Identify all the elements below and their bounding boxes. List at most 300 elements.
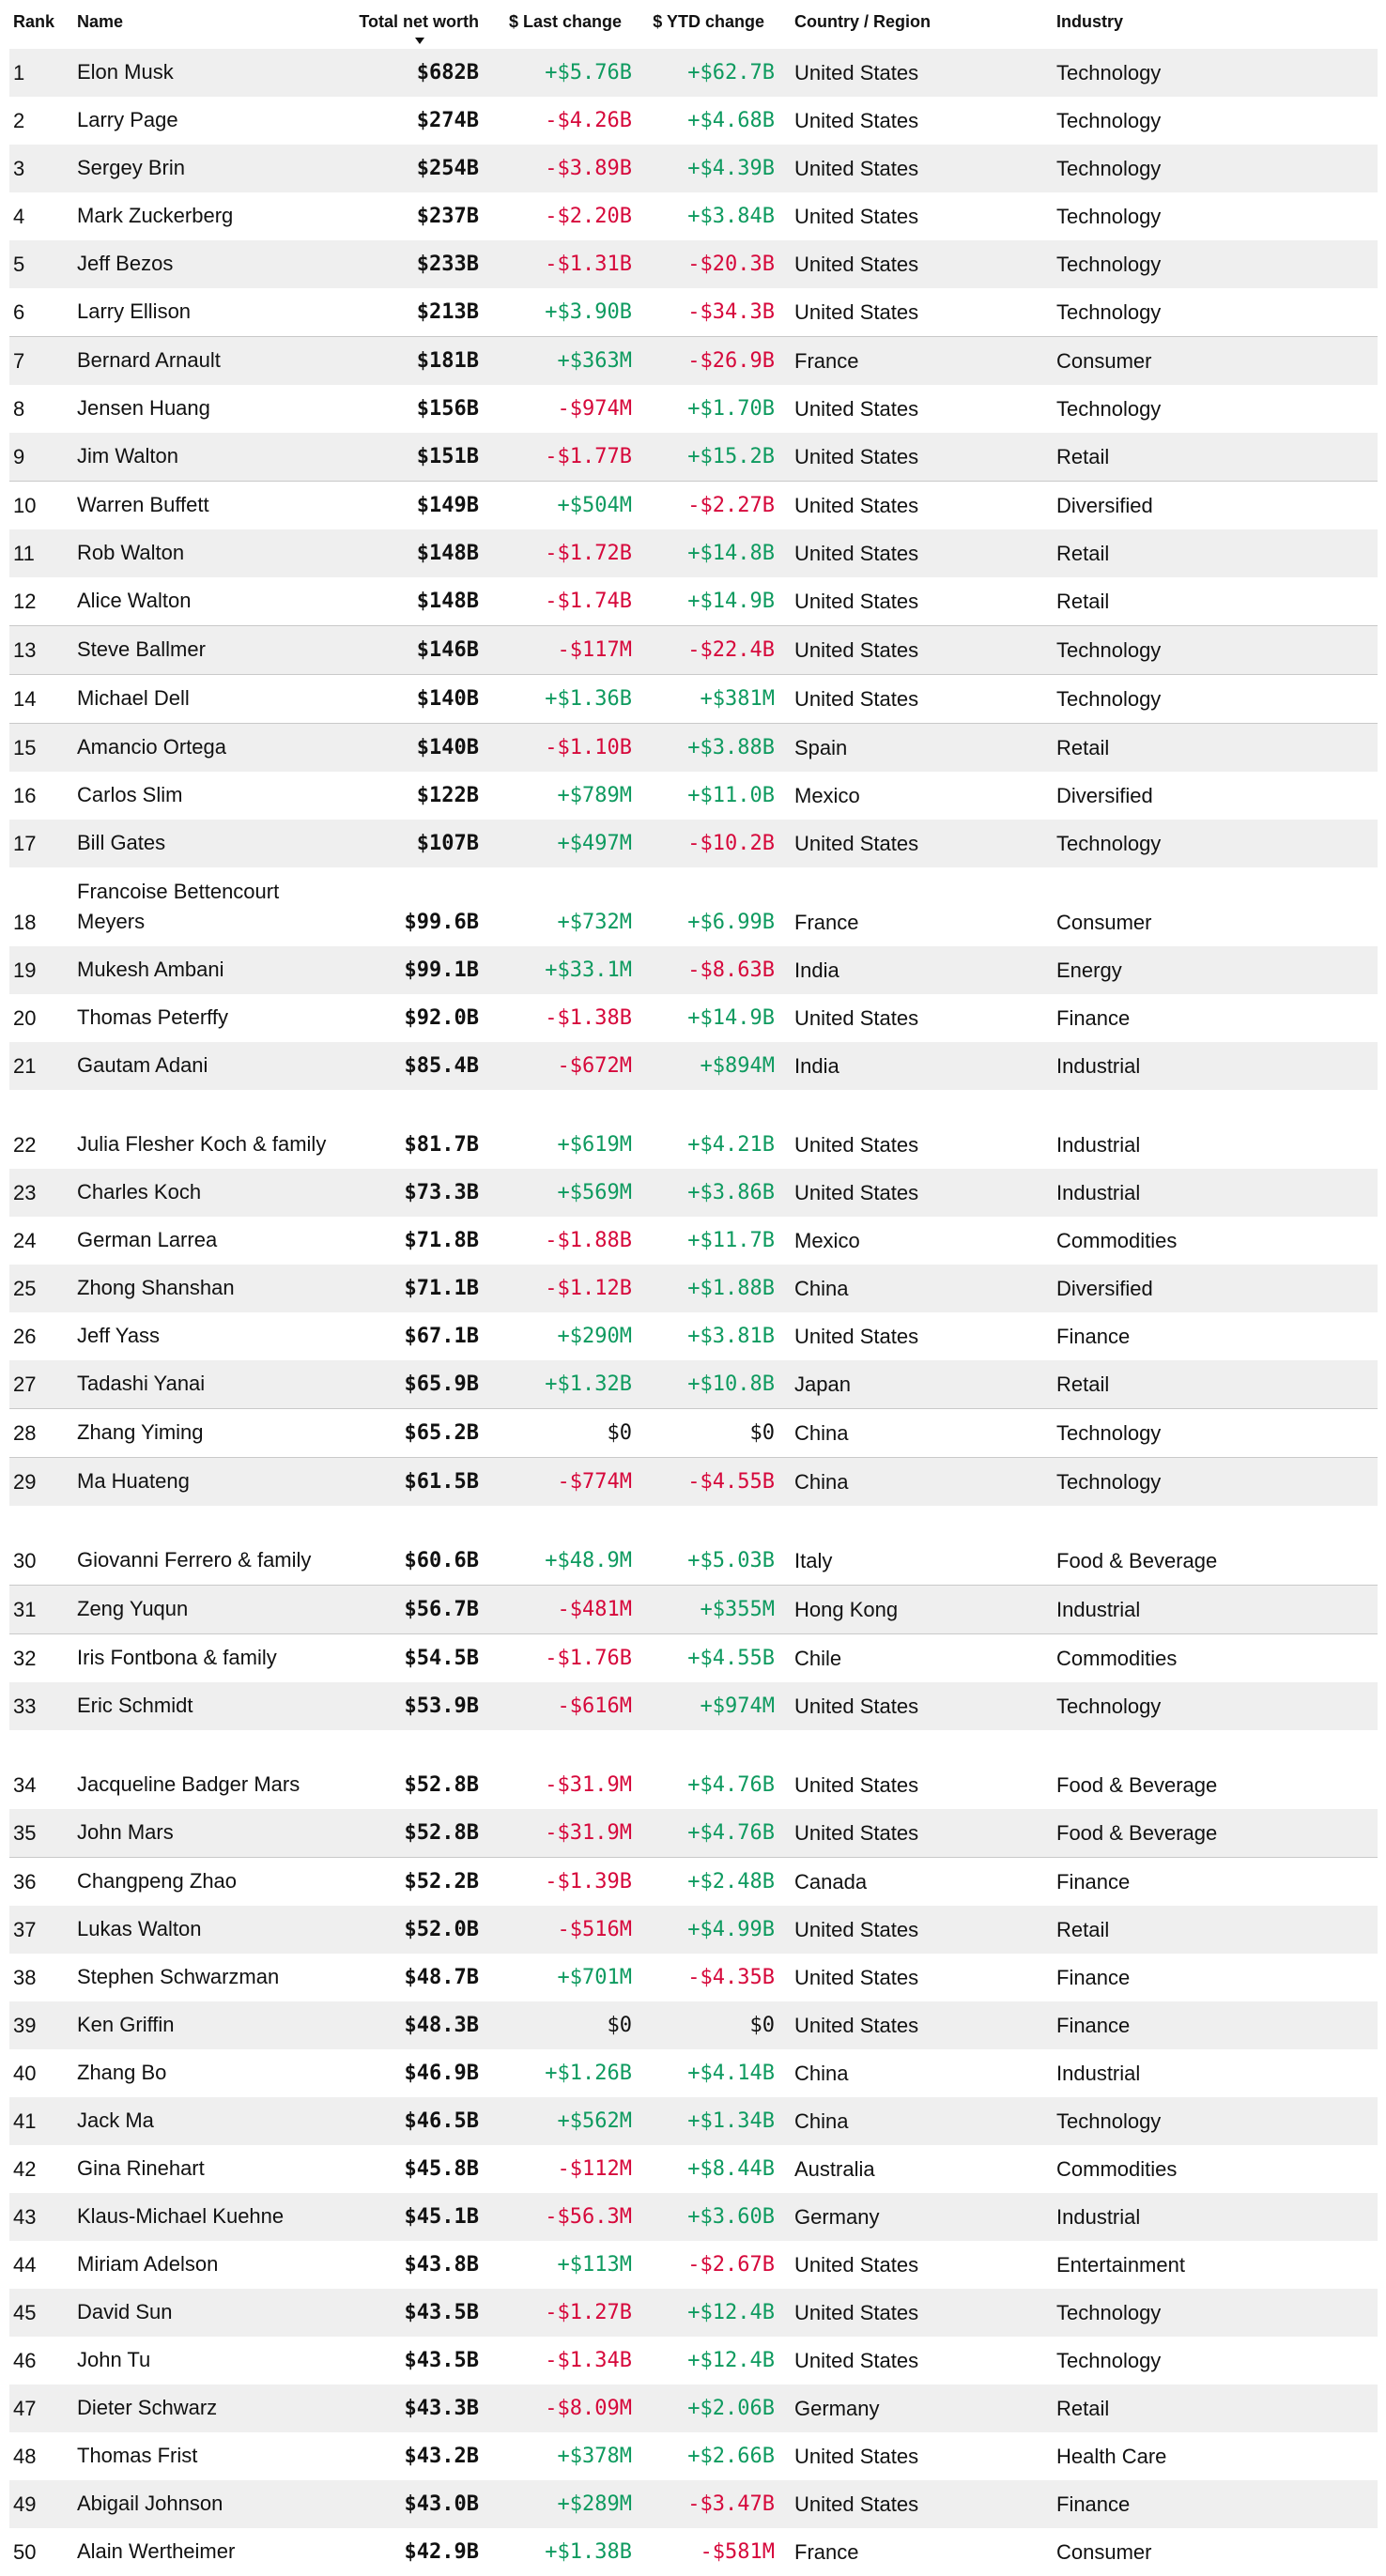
last-change-cell: -$974M xyxy=(557,397,632,421)
table-row[interactable] xyxy=(9,1954,1378,2001)
industry-cell: Retail xyxy=(1056,1918,1110,1941)
last-change-cell: -$2.20B xyxy=(545,205,632,228)
last-change-cell: -$1.76B xyxy=(545,1647,632,1670)
name-cell[interactable]: German Larrea xyxy=(77,1228,218,1251)
sort-descending-icon[interactable] xyxy=(415,38,424,44)
country-cell: United States xyxy=(794,1694,919,1718)
table-header xyxy=(0,0,1386,49)
industry-cell: Technology xyxy=(1056,638,1162,662)
name-cell[interactable]: Changpeng Zhao xyxy=(77,1869,238,1893)
ytd-change-cell: +$12.4B xyxy=(687,2349,775,2372)
country-cell: United States xyxy=(794,1966,919,1989)
country-cell: Hong Kong xyxy=(794,1598,899,1621)
rank-cell: 30 xyxy=(13,1549,37,1572)
industry-cell: Industrial xyxy=(1056,1181,1141,1204)
table-row[interactable] xyxy=(9,772,1378,820)
rank-cell: 44 xyxy=(13,2253,37,2277)
ytd-change-cell: +$355M xyxy=(700,1598,775,1621)
country-cell: United States xyxy=(794,397,919,421)
last-change-cell: -$516M xyxy=(557,1918,632,1941)
industry-cell: Industrial xyxy=(1056,2205,1141,2229)
last-change-cell: -$1.27B xyxy=(545,2301,632,2324)
industry-cell: Retail xyxy=(1056,1372,1110,1396)
rank-cell: 11 xyxy=(13,542,35,565)
name-cell[interactable]: Jeff Yass xyxy=(77,1324,161,1347)
name-cell[interactable]: Lukas Walton xyxy=(77,1917,202,1940)
table-row[interactable] xyxy=(9,723,1378,772)
rank-cell: 8 xyxy=(13,397,25,421)
country-cell: France xyxy=(794,911,859,934)
country-cell: United States xyxy=(794,542,919,565)
table-row[interactable] xyxy=(9,2097,1378,2145)
net-worth-cell: $71.8B xyxy=(404,1229,479,1252)
last-change-cell: +$732M xyxy=(557,911,632,934)
name-cell[interactable]: Francoise Bettencourt Meyers xyxy=(77,880,280,933)
industry-cell: Technology xyxy=(1056,1694,1162,1718)
industry-cell: Finance xyxy=(1056,1870,1131,1894)
net-worth-cell: $67.1B xyxy=(404,1325,479,1348)
table-row[interactable] xyxy=(9,1169,1378,1217)
ytd-change-cell: +$4.76B xyxy=(687,1773,775,1797)
industry-cell: Technology xyxy=(1056,109,1162,132)
name-cell[interactable]: Amancio Ortega xyxy=(77,735,226,759)
industry-cell: Technology xyxy=(1056,1470,1162,1494)
industry-cell: Energy xyxy=(1056,958,1122,982)
table-row[interactable] xyxy=(9,820,1378,867)
table-row[interactable] xyxy=(9,2193,1378,2241)
industry-cell: Retail xyxy=(1056,736,1110,759)
last-change-cell: -$1.31B xyxy=(545,253,632,276)
net-worth-cell: $61.5B xyxy=(404,1470,479,1494)
industry-cell: Industrial xyxy=(1056,1598,1141,1621)
industry-cell: Diversified xyxy=(1056,784,1153,807)
table-row[interactable] xyxy=(9,2289,1378,2337)
rank-cell: 24 xyxy=(13,1229,37,1252)
last-change-cell: +$497M xyxy=(557,832,632,855)
name-cell[interactable]: Abigail Johnson xyxy=(77,2492,223,2515)
table-row[interactable] xyxy=(9,336,1378,385)
last-change-cell: +$562M xyxy=(557,2109,632,2133)
last-change-cell: +$1.38B xyxy=(545,2540,632,2564)
country-cell: China xyxy=(794,2062,849,2085)
name-cell[interactable]: Charles Koch xyxy=(77,1180,202,1204)
net-worth-cell: $53.9B xyxy=(404,1694,479,1718)
table-row[interactable] xyxy=(9,2337,1378,2384)
table-row[interactable] xyxy=(9,2384,1378,2432)
net-worth-cell: $43.3B xyxy=(404,2397,479,2420)
last-change-cell: +$701M xyxy=(557,1966,632,1989)
last-change-cell: -$1.72B xyxy=(545,542,632,565)
name-cell[interactable]: Julia Flesher Koch & family xyxy=(77,1132,327,1156)
industry-cell: Technology xyxy=(1056,2349,1162,2372)
country-cell: India xyxy=(794,958,839,982)
last-change-cell: -$1.39B xyxy=(545,1870,632,1894)
last-change-cell: -$3.89B xyxy=(545,157,632,180)
name-cell[interactable]: Ken Griffin xyxy=(77,2013,175,2036)
rank-cell: 14 xyxy=(13,687,37,711)
country-cell: United States xyxy=(794,61,919,84)
country-cell: China xyxy=(794,2109,849,2133)
table-row[interactable] xyxy=(9,2001,1378,2049)
table-row[interactable] xyxy=(9,1633,1378,1682)
country-cell: Mexico xyxy=(794,784,860,807)
name-cell[interactable]: Thomas Frist xyxy=(77,2444,198,2467)
country-cell: United States xyxy=(794,494,919,517)
name-cell[interactable]: Jacqueline Badger Mars xyxy=(77,1772,300,1796)
ytd-change-cell: -$581M xyxy=(700,2540,775,2564)
table-row[interactable] xyxy=(9,97,1378,145)
table-row[interactable] xyxy=(9,1312,1378,1360)
table-row[interactable] xyxy=(9,994,1378,1042)
column-header-rank[interactable]: Rank xyxy=(13,12,55,31)
ytd-change-cell: -$2.67B xyxy=(687,2253,775,2277)
name-cell[interactable]: Michael Dell xyxy=(77,686,190,710)
net-worth-cell: $140B xyxy=(416,687,479,711)
table-row[interactable] xyxy=(9,1585,1378,1633)
net-worth-cell: $52.0B xyxy=(404,1918,479,1941)
rank-cell: 32 xyxy=(13,1647,37,1670)
name-cell[interactable]: Zeng Yuqun xyxy=(77,1597,189,1620)
country-cell: United States xyxy=(794,832,919,855)
ytd-change-cell: -$10.2B xyxy=(687,832,775,855)
country-cell: United States xyxy=(794,1773,919,1797)
last-change-cell: -$31.9M xyxy=(545,1773,632,1797)
rank-cell: 3 xyxy=(13,157,25,180)
name-cell[interactable]: Sergey Brin xyxy=(77,156,185,179)
last-change-cell: +$289M xyxy=(557,2492,632,2516)
rank-cell: 50 xyxy=(13,2540,37,2564)
last-change-cell: -$117M xyxy=(557,638,632,662)
name-cell[interactable]: Dieter Schwarz xyxy=(77,2396,218,2419)
name-cell[interactable]: Zhang Bo xyxy=(77,2061,167,2084)
table-row[interactable] xyxy=(9,529,1378,577)
table-row[interactable] xyxy=(9,481,1378,529)
table-row[interactable] xyxy=(9,1360,1378,1408)
net-worth-cell: $140B xyxy=(416,736,479,759)
net-worth-cell: $43.5B xyxy=(404,2349,479,2372)
ytd-change-cell: +$3.86B xyxy=(687,1181,775,1204)
country-cell: United States xyxy=(794,205,919,228)
table-row[interactable] xyxy=(9,1042,1378,1090)
rank-cell: 27 xyxy=(13,1372,37,1396)
table-row[interactable] xyxy=(9,2480,1378,2528)
ytd-change-cell: +$3.88B xyxy=(687,736,775,759)
rank-cell: 39 xyxy=(13,2014,37,2037)
ytd-change-cell: +$14.9B xyxy=(687,1006,775,1030)
last-change-cell: -$1.77B xyxy=(545,445,632,468)
ytd-change-cell: -$4.55B xyxy=(687,1470,775,1494)
net-worth-cell: $65.2B xyxy=(404,1421,479,1445)
net-worth-cell: $65.9B xyxy=(404,1372,479,1396)
rank-cell: 36 xyxy=(13,1870,37,1894)
net-worth-cell: $45.8B xyxy=(404,2157,479,2181)
country-cell: United States xyxy=(794,2492,919,2516)
ytd-change-cell: +$4.99B xyxy=(687,1918,775,1941)
name-cell[interactable]: Iris Fontbona & family xyxy=(77,1646,277,1669)
name-cell[interactable]: Jeff Bezos xyxy=(77,252,174,275)
ytd-change-cell: +$4.76B xyxy=(687,1821,775,1845)
table-row[interactable] xyxy=(9,1265,1378,1312)
name-cell[interactable]: Eric Schmidt xyxy=(77,1694,193,1717)
ytd-change-cell: +$1.34B xyxy=(687,2109,775,2133)
net-worth-cell: $213B xyxy=(416,300,479,324)
name-cell[interactable]: Warren Buffett xyxy=(77,493,209,516)
rank-cell: 5 xyxy=(13,253,25,276)
ytd-change-cell: +$62.7B xyxy=(687,61,775,84)
last-change-cell: +$3.90B xyxy=(545,300,632,324)
rank-cell: 35 xyxy=(13,1821,37,1845)
ytd-change-cell: -$22.4B xyxy=(687,638,775,662)
last-change-cell: +$619M xyxy=(557,1133,632,1157)
name-cell[interactable]: Gina Rinehart xyxy=(77,2156,205,2180)
industry-cell: Consumer xyxy=(1056,349,1152,373)
table-row[interactable] xyxy=(9,1857,1378,1906)
country-cell: France xyxy=(794,349,859,373)
column-header-net-worth[interactable]: Total net worth xyxy=(359,12,479,31)
table-row[interactable] xyxy=(9,1730,1378,1809)
table-row[interactable] xyxy=(9,385,1378,433)
ytd-change-cell: +$3.84B xyxy=(687,205,775,228)
ytd-change-cell: +$14.8B xyxy=(687,542,775,565)
name-cell[interactable]: Carlos Slim xyxy=(77,783,183,806)
table-row[interactable] xyxy=(9,1809,1378,1857)
table-row[interactable] xyxy=(9,674,1378,723)
net-worth-cell: $151B xyxy=(416,445,479,468)
industry-cell: Technology xyxy=(1056,253,1162,276)
net-worth-cell: $48.3B xyxy=(404,2014,479,2037)
last-change-cell: +$1.36B xyxy=(545,687,632,711)
country-cell: Canada xyxy=(794,1870,868,1894)
ytd-change-cell: +$8.44B xyxy=(687,2157,775,2181)
name-cell[interactable]: Elon Musk xyxy=(77,60,174,84)
rank-cell: 4 xyxy=(13,205,25,228)
column-header-name[interactable]: Name xyxy=(77,12,124,31)
table-row[interactable] xyxy=(9,433,1378,481)
table-row[interactable] xyxy=(9,288,1378,336)
net-worth-cell: $43.8B xyxy=(404,2253,479,2277)
last-change-cell: -$1.88B xyxy=(545,1229,632,1252)
net-worth-cell: $43.2B xyxy=(404,2445,479,2468)
country-cell: Germany xyxy=(794,2397,880,2420)
ytd-change-cell: +$12.4B xyxy=(687,2301,775,2324)
net-worth-cell: $73.3B xyxy=(404,1181,479,1204)
name-cell[interactable]: Giovanni Ferrero & family xyxy=(77,1548,312,1572)
name-cell[interactable]: Mukesh Ambani xyxy=(77,958,224,981)
table-row[interactable] xyxy=(9,1217,1378,1265)
country-cell: Italy xyxy=(794,1549,833,1572)
country-cell: France xyxy=(794,2540,859,2564)
ytd-change-cell: +$4.21B xyxy=(687,1133,775,1157)
country-cell: United States xyxy=(794,638,919,662)
name-cell[interactable]: Jack Ma xyxy=(77,2108,154,2132)
ytd-change-cell: -$2.27B xyxy=(687,494,775,517)
net-worth-cell: $54.5B xyxy=(404,1647,479,1670)
table-row[interactable] xyxy=(9,2049,1378,2097)
last-change-cell: +$48.9M xyxy=(545,1549,632,1572)
table-row[interactable] xyxy=(9,946,1378,994)
rank-cell: 2 xyxy=(13,109,25,132)
ytd-change-cell: +$4.14B xyxy=(687,2062,775,2085)
last-change-cell: $0 xyxy=(607,2014,632,2037)
table-row[interactable] xyxy=(9,625,1378,674)
name-cell[interactable]: Thomas Peterffy xyxy=(77,1005,228,1029)
column-header-last-change[interactable]: $ Last change xyxy=(508,12,622,31)
table-row[interactable] xyxy=(9,867,1378,946)
net-worth-cell: $43.0B xyxy=(404,2492,479,2516)
rank-cell: 28 xyxy=(13,1421,37,1445)
table-row[interactable] xyxy=(9,2241,1378,2289)
industry-cell: Diversified xyxy=(1056,494,1153,517)
industry-cell: Industrial xyxy=(1056,1054,1141,1078)
table-row[interactable] xyxy=(9,1906,1378,1954)
industry-cell: Commodities xyxy=(1056,1229,1178,1252)
industry-cell: Consumer xyxy=(1056,911,1152,934)
rank-cell: 15 xyxy=(13,736,37,759)
rank-cell: 10 xyxy=(13,494,37,517)
net-worth-cell: $274B xyxy=(416,109,479,132)
last-change-cell: +$113M xyxy=(557,2253,632,2277)
last-change-cell: -$1.74B xyxy=(545,590,632,613)
industry-cell: Retail xyxy=(1056,2397,1110,2420)
last-change-cell: -$1.38B xyxy=(545,1006,632,1030)
net-worth-cell: $60.6B xyxy=(404,1549,479,1572)
ytd-change-cell: +$2.48B xyxy=(687,1870,775,1894)
table-row[interactable] xyxy=(9,1457,1378,1506)
rank-cell: 1 xyxy=(13,61,25,84)
name-cell[interactable]: Stephen Schwarzman xyxy=(77,1965,280,1988)
rank-cell: 13 xyxy=(13,638,37,662)
last-change-cell: -$31.9M xyxy=(545,1821,632,1845)
rank-cell: 33 xyxy=(13,1694,37,1718)
table-row[interactable] xyxy=(9,2432,1378,2480)
last-change-cell: -$56.3M xyxy=(545,2205,632,2229)
net-worth-cell: $237B xyxy=(416,205,479,228)
industry-cell: Food & Beverage xyxy=(1056,1773,1218,1797)
rank-cell: 43 xyxy=(13,2205,37,2229)
name-cell[interactable]: Bernard Arnault xyxy=(77,348,221,372)
industry-cell: Retail xyxy=(1056,542,1110,565)
net-worth-cell: $46.9B xyxy=(404,2062,479,2085)
name-cell[interactable]: Rob Walton xyxy=(77,541,185,564)
ytd-change-cell: +$11.7B xyxy=(687,1229,775,1252)
name-cell[interactable]: Larry Ellison xyxy=(77,299,192,323)
ytd-change-cell: +$4.68B xyxy=(687,109,775,132)
country-cell: United States xyxy=(794,300,919,324)
name-cell[interactable]: Ma Huateng xyxy=(77,1469,190,1493)
ytd-change-cell: +$381M xyxy=(700,687,775,711)
last-change-cell: -$672M xyxy=(557,1054,632,1078)
rank-cell: 41 xyxy=(13,2109,37,2133)
net-worth-cell: $42.9B xyxy=(404,2540,479,2564)
table-row[interactable] xyxy=(9,1506,1378,1585)
rank-cell: 19 xyxy=(13,958,37,982)
table-row[interactable] xyxy=(9,2145,1378,2193)
net-worth-cell: $81.7B xyxy=(404,1133,479,1157)
net-worth-cell: $122B xyxy=(416,784,479,807)
rank-cell: 21 xyxy=(13,1054,37,1078)
name-cell[interactable]: Tadashi Yanai xyxy=(77,1372,206,1395)
name-cell[interactable]: Alice Walton xyxy=(77,589,192,612)
table-row[interactable] xyxy=(9,2528,1378,2576)
industry-cell: Technology xyxy=(1056,2109,1162,2133)
table-row[interactable] xyxy=(9,145,1378,192)
ytd-change-cell: +$894M xyxy=(700,1054,775,1078)
net-worth-cell: $233B xyxy=(416,253,479,276)
country-cell: India xyxy=(794,1054,839,1078)
last-change-cell: -$481M xyxy=(557,1598,632,1621)
country-cell: Mexico xyxy=(794,1229,860,1252)
name-cell[interactable]: John Tu xyxy=(77,2348,151,2371)
industry-cell: Retail xyxy=(1056,445,1110,468)
column-header-industry[interactable]: Industry xyxy=(1056,12,1124,31)
country-cell: Germany xyxy=(794,2205,880,2229)
last-change-cell: -$774M xyxy=(557,1470,632,1494)
country-cell: United States xyxy=(794,1821,919,1845)
name-cell[interactable]: Klaus-Michael Kuehne xyxy=(77,2204,285,2228)
table-row[interactable] xyxy=(9,240,1378,288)
name-cell[interactable]: Steve Ballmer xyxy=(77,637,206,661)
column-header-ytd-change[interactable]: $ YTD change xyxy=(653,12,764,31)
table-row[interactable] xyxy=(9,1090,1378,1169)
net-worth-cell: $71.1B xyxy=(404,1277,479,1300)
ytd-change-cell: +$3.81B xyxy=(687,1325,775,1348)
net-worth-cell: $43.5B xyxy=(404,2301,479,2324)
name-cell[interactable]: Mark Zuckerberg xyxy=(77,204,234,227)
ytd-change-cell: +$5.03B xyxy=(687,1549,775,1572)
last-change-cell: -$1.12B xyxy=(545,1277,632,1300)
table-row[interactable] xyxy=(9,577,1378,625)
net-worth-cell: $52.8B xyxy=(404,1821,479,1845)
name-cell[interactable]: Alain Wertheimer xyxy=(77,2539,236,2563)
name-cell[interactable]: Bill Gates xyxy=(77,831,166,854)
net-worth-cell: $85.4B xyxy=(404,1054,479,1078)
industry-cell: Industrial xyxy=(1056,1133,1141,1157)
ytd-change-cell: -$4.35B xyxy=(687,1966,775,1989)
net-worth-cell: $148B xyxy=(416,542,479,565)
rank-cell: 7 xyxy=(13,349,25,373)
ytd-change-cell: -$8.63B xyxy=(687,958,775,982)
table-row[interactable] xyxy=(9,1682,1378,1730)
industry-cell: Industrial xyxy=(1056,2062,1141,2085)
name-cell[interactable]: Larry Page xyxy=(77,108,178,131)
table-row[interactable] xyxy=(9,1408,1378,1457)
name-cell[interactable]: Jensen Huang xyxy=(77,396,210,420)
last-change-cell: +$290M xyxy=(557,1325,632,1348)
industry-cell: Technology xyxy=(1056,61,1162,84)
table-row[interactable] xyxy=(9,49,1378,97)
name-cell[interactable]: John Mars xyxy=(77,1820,174,1844)
name-cell[interactable]: Gautam Adani xyxy=(77,1053,208,1077)
name-cell[interactable]: Jim Walton xyxy=(77,444,178,468)
name-cell[interactable]: Zhang Yiming xyxy=(77,1420,204,1444)
name-cell[interactable]: Miriam Adelson xyxy=(77,2252,219,2276)
industry-cell: Finance xyxy=(1056,2014,1131,2037)
ytd-change-cell: $0 xyxy=(749,2014,775,2037)
country-cell: Australia xyxy=(794,2157,875,2181)
rank-cell: 17 xyxy=(13,832,37,855)
net-worth-cell: $45.1B xyxy=(404,2205,479,2229)
country-cell: United States xyxy=(794,1006,919,1030)
last-change-cell: +$504M xyxy=(557,494,632,517)
last-change-cell: +$378M xyxy=(557,2445,632,2468)
column-header-country[interactable]: Country / Region xyxy=(794,12,931,31)
industry-cell: Finance xyxy=(1056,1325,1131,1348)
name-cell[interactable]: David Sun xyxy=(77,2300,173,2323)
rank-cell: 49 xyxy=(13,2492,37,2516)
name-cell[interactable]: Zhong Shanshan xyxy=(77,1276,235,1299)
country-cell: United States xyxy=(794,1918,919,1941)
table-row[interactable] xyxy=(9,192,1378,240)
